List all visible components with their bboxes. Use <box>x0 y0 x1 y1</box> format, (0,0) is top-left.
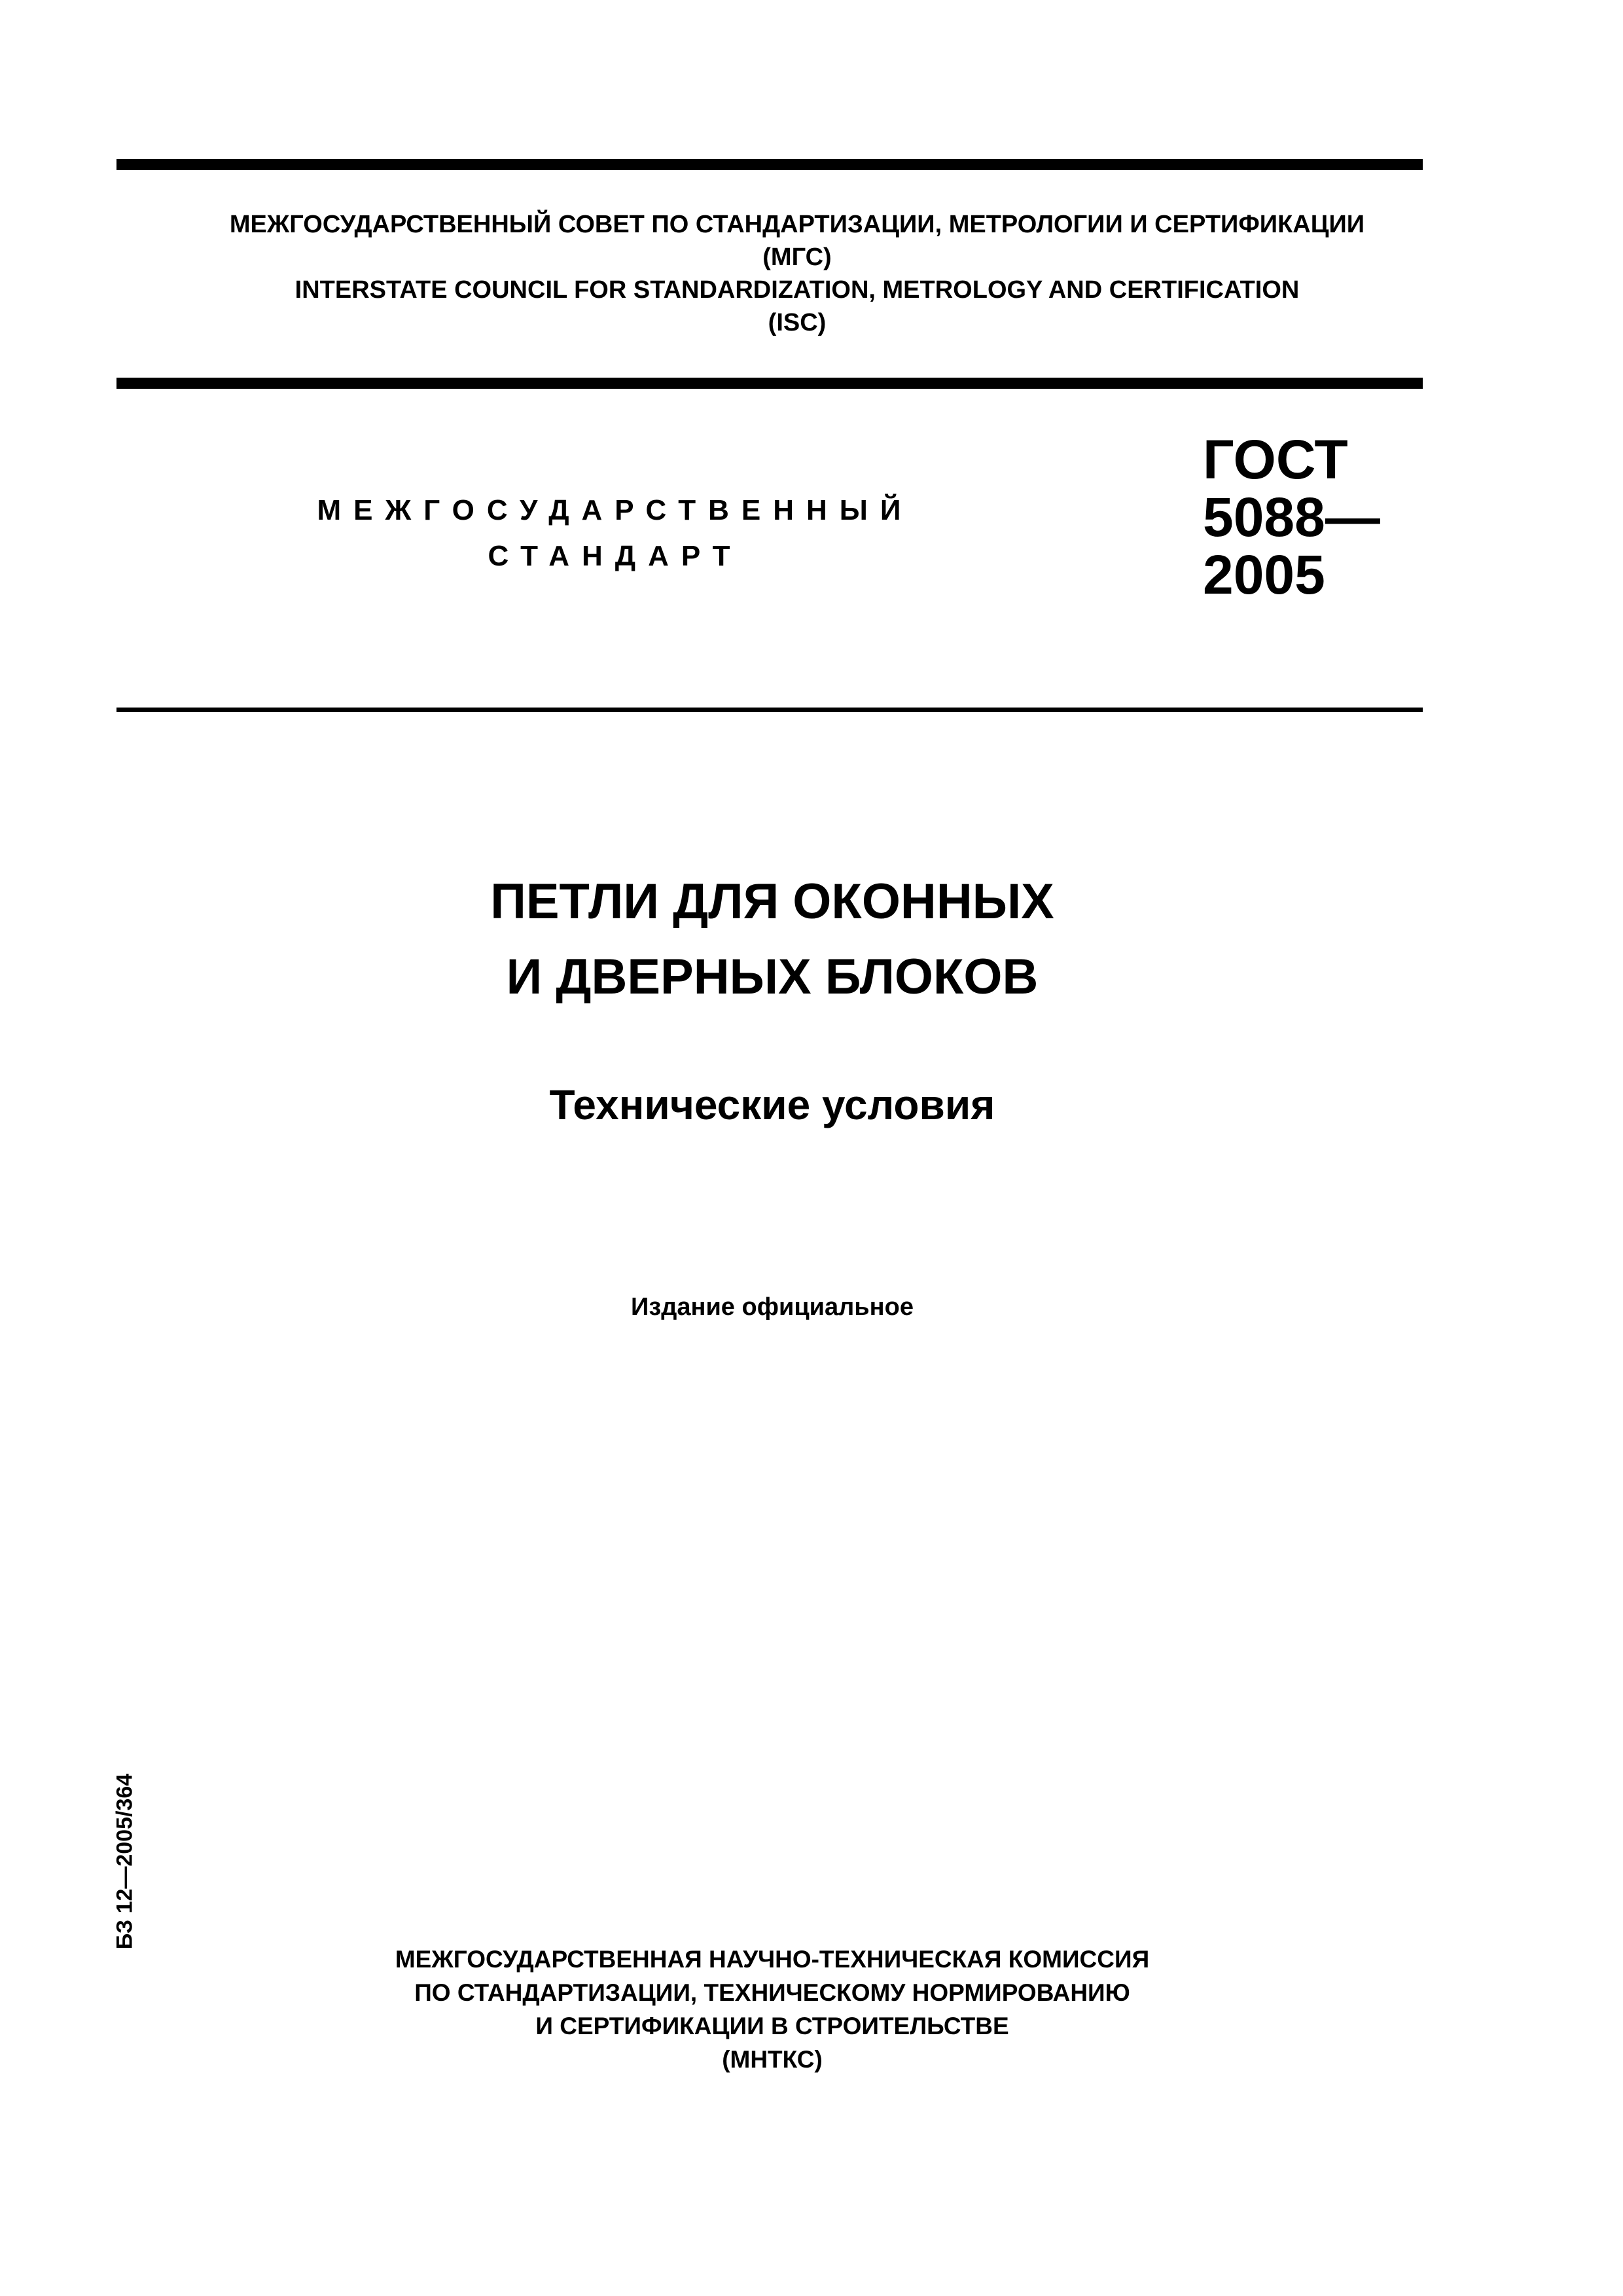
commission-line3: И СЕРТИФИКАЦИИ В СТРОИТЕЛЬСТВЕ <box>535 2013 1009 2039</box>
commission-line4: (МНТКС) <box>722 2046 823 2073</box>
gost-prefix: ГОСТ <box>1203 429 1348 490</box>
thin-rule <box>116 708 1423 712</box>
council-header <box>116 208 1478 339</box>
commission-line2: ПО СТАНДАРТИЗАЦИИ, ТЕХНИЧЕСКОМУ НОРМИРОВАНИЮ <box>414 1979 1130 2006</box>
document-subtitle: Технические условия <box>549 1081 995 1128</box>
gost-year: 2005 <box>1203 544 1325 605</box>
gost-designation <box>1203 429 1380 605</box>
council-en: INTERSTATE COUNCIL FOR STANDARDIZATION, METROLOGY AND CERTIFICATION <box>294 276 1300 304</box>
council-ru: МЕЖГОСУДАРСТВЕННЫЙ СОВЕТ ПО СТАНДАРТИЗАЦИИ, МЕТРОЛОГИИ И СЕРТИФИКАЦИИ <box>229 211 1365 238</box>
side-code: БЗ 12—2005/364 <box>112 1773 137 1950</box>
document-title <box>116 864 1428 1014</box>
commission-footer <box>116 1943 1428 2076</box>
title-line2: И ДВЕРНЫХ БЛОКОВ <box>506 949 1039 1005</box>
standard-label-line1: МЕЖГОСУДАРСТВЕННЫЙ <box>317 494 914 526</box>
standard-label <box>288 488 942 579</box>
middle-rule <box>116 378 1423 389</box>
council-en-abbr: (ISC) <box>768 309 827 336</box>
standard-label-line2: СТАНДАРТ <box>488 540 743 572</box>
council-ru-abbr: (МГС) <box>762 243 832 271</box>
gost-number: 5088— <box>1203 486 1380 548</box>
edition-note: Издание официальное <box>631 1293 914 1321</box>
commission-line1: МЕЖГОСУДАРСТВЕННАЯ НАУЧНО-ТЕХНИЧЕСКАЯ КОМИССИЯ <box>395 1946 1150 1973</box>
top-rule <box>116 159 1423 170</box>
title-line1: ПЕТЛИ ДЛЯ ОКОННЫХ <box>490 874 1054 929</box>
